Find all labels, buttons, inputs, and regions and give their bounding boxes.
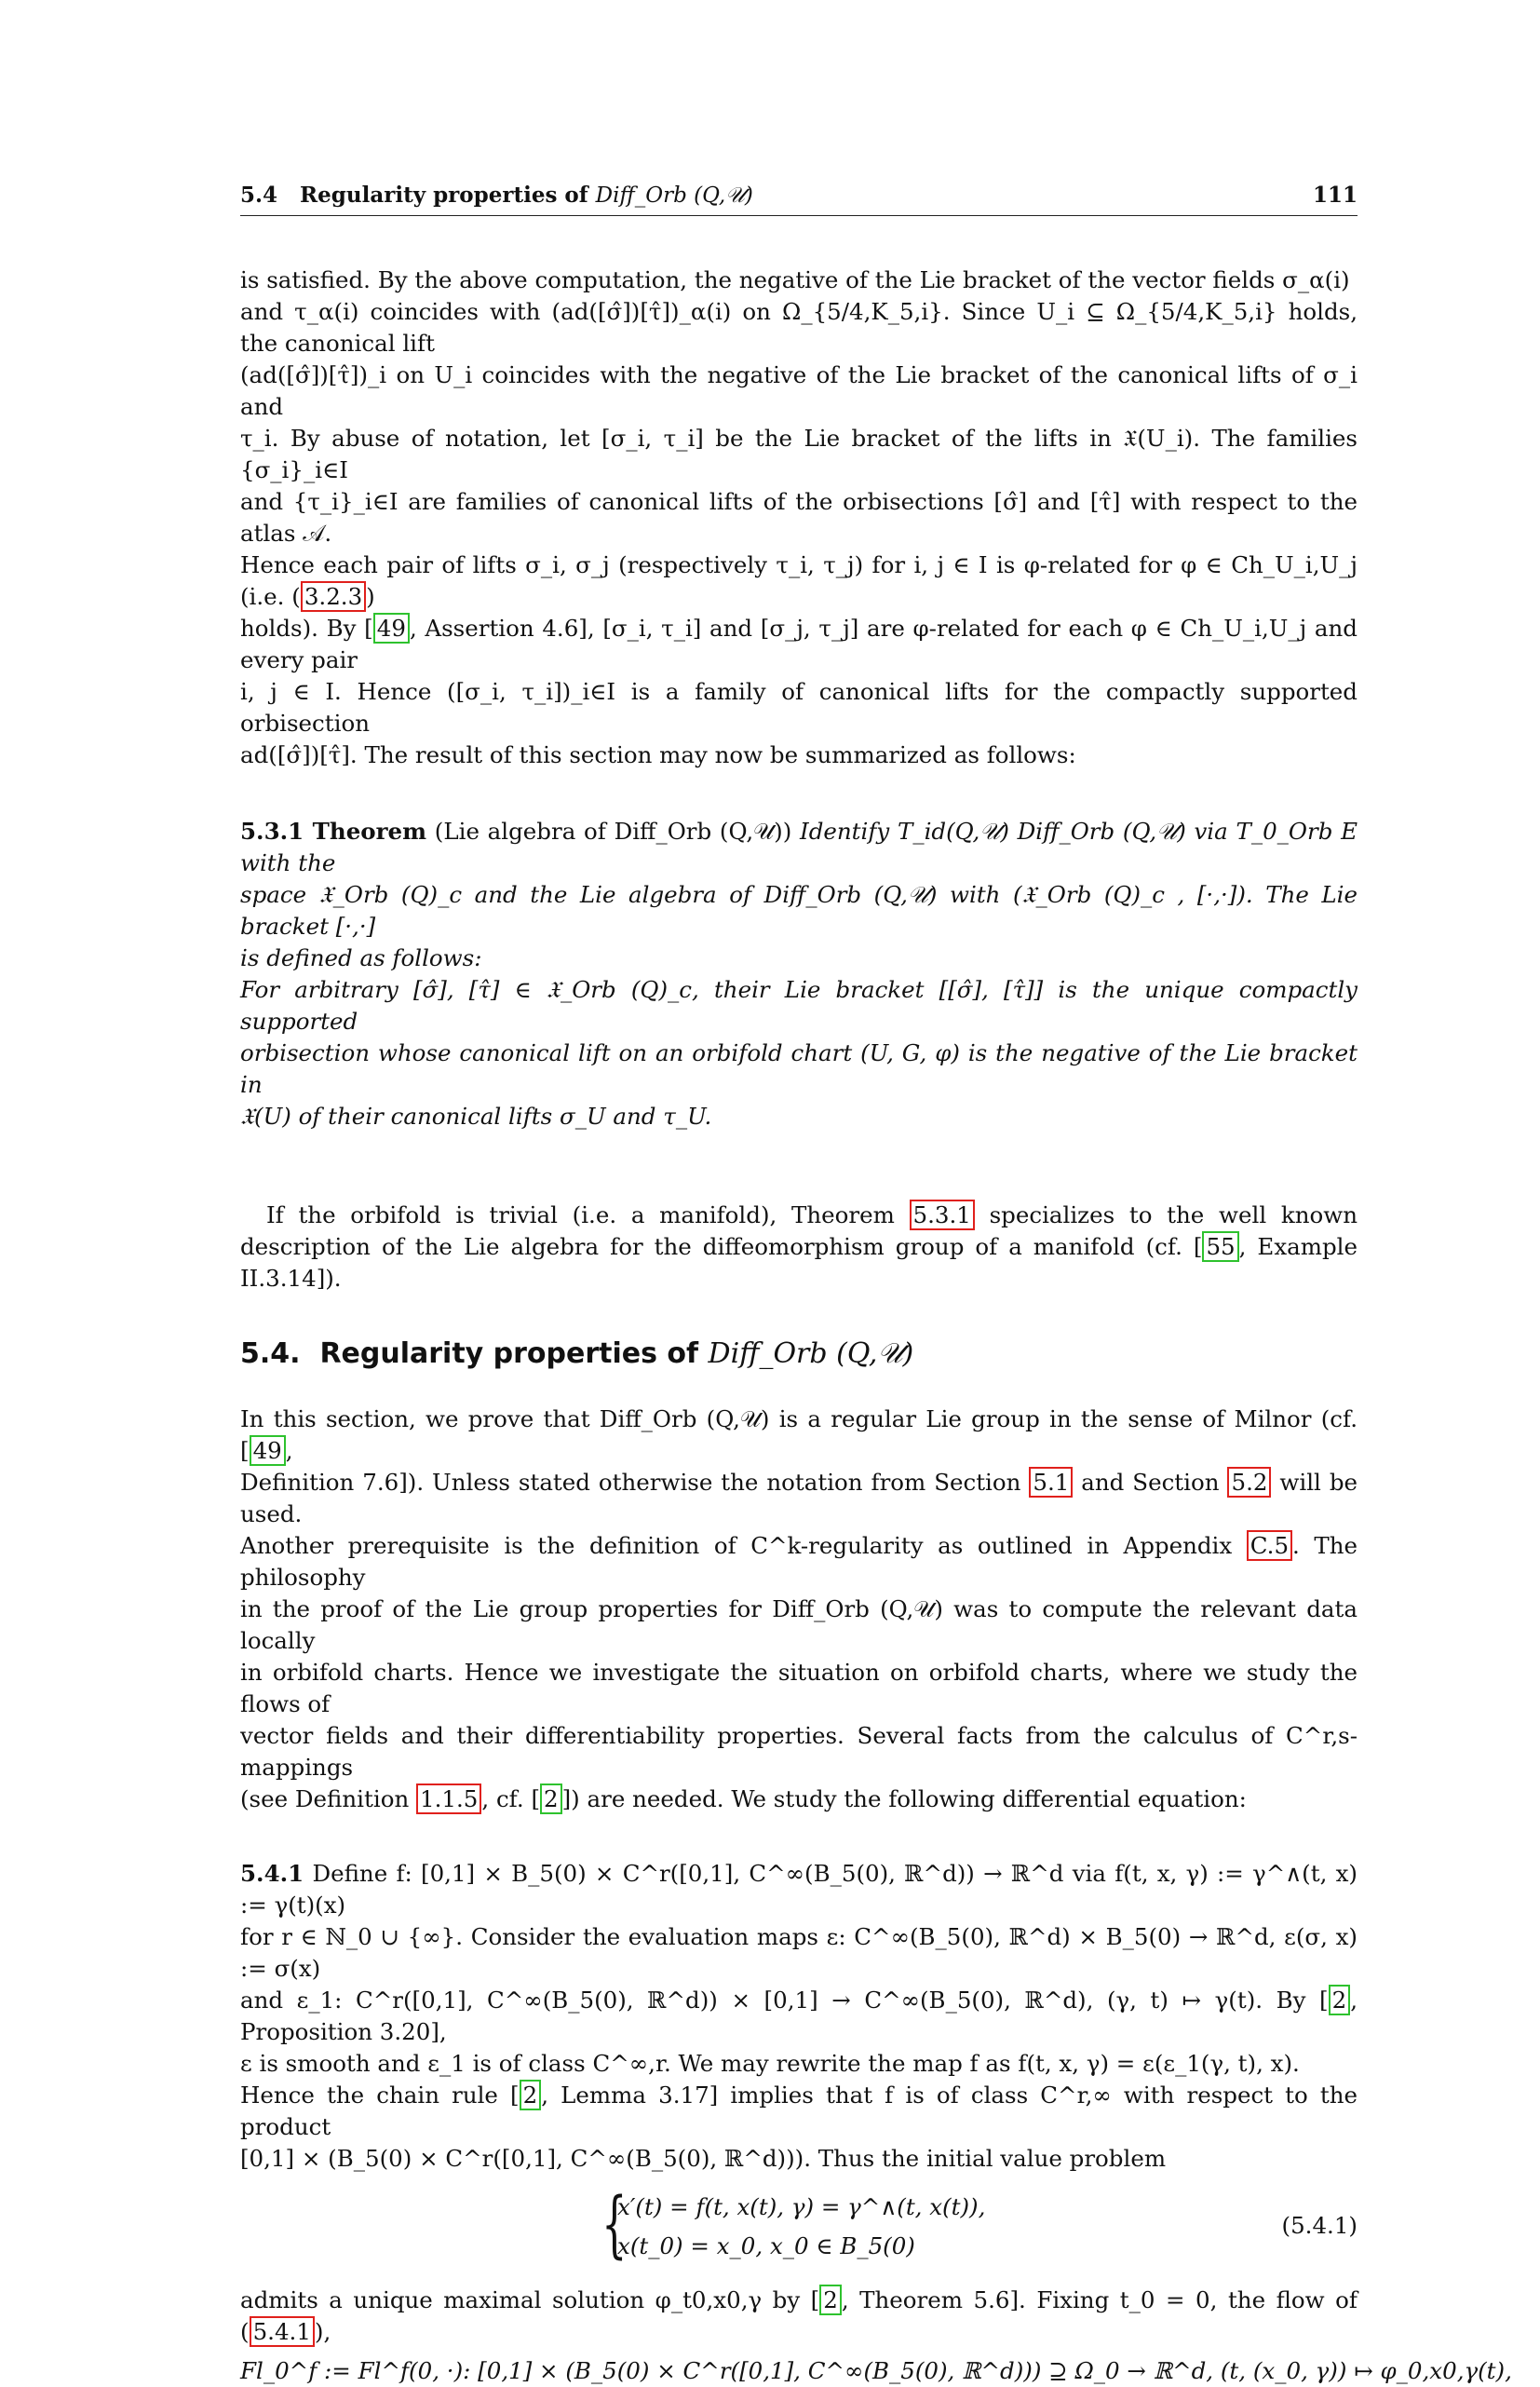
paragraph-flow: admits a unique maximal solution φ_t0,x0,γ by [ 2 , Theorem 5.6]. Fixing t_0 = 0, the flow of ( 5.4.1 ), Fl_0^f := Fl^f(0, ·): [0,1] × (B_5(0) × C^r([0,1], C^∞(B_5(0), ℝ^d))) ⊇ Ω_0 → ℝ^d, (t, (x_0, γ)) ↦ φ_0,x0,γ(t),: [240, 2285, 1358, 2387]
flow-display-formula: Fl_0^f := Fl^f(0, ·): [0,1] × (B_5(0) × C^r([0,1], C^∞(B_5(0), ℝ^d))) ⊇ Ω_0 → ℝ^d, (t, (x_0, γ)) ↦ φ_0,x0,γ(t),: [240, 2357, 1512, 2384]
citation-2c-link[interactable]: 2: [520, 2080, 542, 2110]
page: [240, 183, 1512, 2387]
equation-number: (5.4.1): [1281, 2212, 1358, 2239]
citation-49-link[interactable]: 49: [373, 613, 410, 644]
left-brace: {: [601, 2183, 628, 2267]
citation-2b-link[interactable]: 2: [1329, 1985, 1351, 2015]
citation-55-link[interactable]: 55: [1202, 1231, 1238, 1262]
ref-C.5-link[interactable]: C.5: [1247, 1530, 1292, 1561]
citation-2a-link[interactable]: 2: [540, 1783, 562, 1814]
ref-5.3.1-link[interactable]: 5.3.1: [910, 1200, 975, 1230]
paragraph-section-intro: In this section, we prove that Diff_Orb (Q,𝒰) is a regular Lie group in the sense of Milnor (cf. [ 49 , Definition 7.6]). Unless stated otherwise the notation from Section 5.1 and Section 5.2 will be used. Another prerequisite is the definition of C^k-regularity as outlined in Appendix C.5 . The philosophy in the proof of the Lie group properties for Diff_Orb (Q,𝒰) was to compute the relevant data locally in orbifold charts. Hence we investigate the situation on orbifold charts, where we study the flows of vector fields and their differentiability properties. Several facts from the calculus of C^r,s-mappings (see Definition 1.1.5 , cf. [ 2 ]) are needed. We study the following differential equation:: [240, 1405, 1358, 1812]
theorem-5.3.1: 5.3.1 Theorem (Lie algebra of Diff_Orb (Q,𝒰)) Identify T_id(Q,𝒰) Diff_Orb (Q,𝒰) via T_0_Orb E with the space 𝔛_Orb (Q)_c and the Lie algebra of Diff_Orb (Q,𝒰) with (𝔛_Orb (Q)_c , [·,·]). The Lie bracket [·,·] is defined as follows: For arbitrary [σ̂], [τ̂] ∈ 𝔛_Orb (Q)_c, their Lie bracket [[σ̂], [τ̂]] is the unique compactly supported orbisection whose canonical lift on an orbifold chart (U, G, φ) is the negative of the Lie bracket in 𝔛(U) of their canonical lifts σ_U and τ_U.: [240, 818, 1358, 1130]
page-number: 111: [1312, 183, 1358, 208]
ref-5.2-link[interactable]: 5.2: [1227, 1467, 1271, 1498]
ref-5.1-link[interactable]: 5.1: [1029, 1467, 1073, 1498]
running-header-section: 5.4 Regularity properties of Diff_Orb (Q,𝒰): [240, 183, 753, 208]
equation-5.4.1: { x′(t) = f(t, x(t), γ) = γ^∧(t, x(t)), x(t_0) = x_0, x_0 ∈ B_5(0) (5.4.1): [601, 2183, 1358, 2267]
paragraph-5.4.1: 5.4.1 Define f: [0,1] × B_5(0) × C^r([0,1], C^∞(B_5(0), ℝ^d)) → ℝ^d via f(t, x, γ) := γ^∧(t, x) := γ(t)(x) for r ∈ ℕ_0 ∪ {∞}. Consider the evaluation maps ε: C^∞(B_5(0), ℝ^d) × B_5(0) → ℝ^d, ε(σ, x) := σ(x) and ε_1: C^r([0,1], C^∞(B_5(0), ℝ^d)) × [0,1] → C^∞(B_5(0), ℝ^d), (γ, t) ↦ γ(t). By [ 2 , Proposition 3.20], ε is smooth and ε_1 is of class C^∞,r. We may rewrite the map f as f(t, x, γ) = ε(ε_1(γ, t), x). Hence the chain rule [ 2 , Lemma 3.17] implies that f is of class C^r,∞ with respect to the product [0,1] × (B_5(0) × C^r([0,1], C^∞(B_5(0), ℝ^d))). Thus the initial value problem: [240, 1860, 1358, 2172]
paragraph-trivial-orbifold: If the orbifold is trivial (i.e. a manifold), Theorem 5.3.1 specializes to the well known description of the Lie algebra for the diffeomorphism group of a manifold (cf. [ 55 , Example II.3.14]).: [240, 1201, 1358, 1292]
running-header: [240, 183, 1358, 216]
citation-2d-link[interactable]: 2: [819, 2285, 842, 2315]
section-heading-5.4: 5.4. Regularity properties of Diff_Orb (Q,𝒰): [240, 1337, 914, 1370]
paragraph-lie-bracket-computation: is satisfied. By the above computation, the negative of the Lie bracket of the vector fields σ_α(i) and τ_α(i) coincides with (ad([σ̂])[τ̂])_α(i) on Ω_{5/4,K_5,i}. Since U_i ⊆ Ω_{5/4,K_5,i} holds, the canonical lift (ad([σ̂])[τ̂])_i on U_i coincides with the negative of the Lie bracket of the canonical lifts of σ_i and τ_i. By abuse of notation, let [σ_i, τ_i] be the Lie bracket of the lifts in 𝔛(U_i). The families {σ_i}_i∈I and {τ_i}_i∈I are families of canonical lifts of the orbisections [σ̂] and [τ̂] with respect to the atlas 𝒜. Hence each pair of lifts σ_i, σ_j (respectively τ_i, τ_j) for i, j ∈ I is φ-related for φ ∈ Ch_U_i,U_j (i.e. ( 3.2.3 ) holds). By [ 49 , Assertion 4.6], [σ_i, τ_i] and [σ_j, τ_j] are φ-related for each φ ∈ Ch_U_i,U_j and every pair i, j ∈ I. Hence ([σ_i, τ_i])_i∈I is a family of canonical lifts for the compactly supported orbisection ad([σ̂])[τ̂]. The result of this section may now be summarized as follows:: [240, 266, 1358, 768]
ref-3.2.3-link[interactable]: 3.2.3: [301, 581, 366, 612]
ref-5.4.1-link[interactable]: 5.4.1: [250, 2316, 315, 2347]
citation-49b-link[interactable]: 49: [250, 1435, 286, 1466]
ref-1.1.5-link[interactable]: 1.1.5: [416, 1783, 481, 1814]
